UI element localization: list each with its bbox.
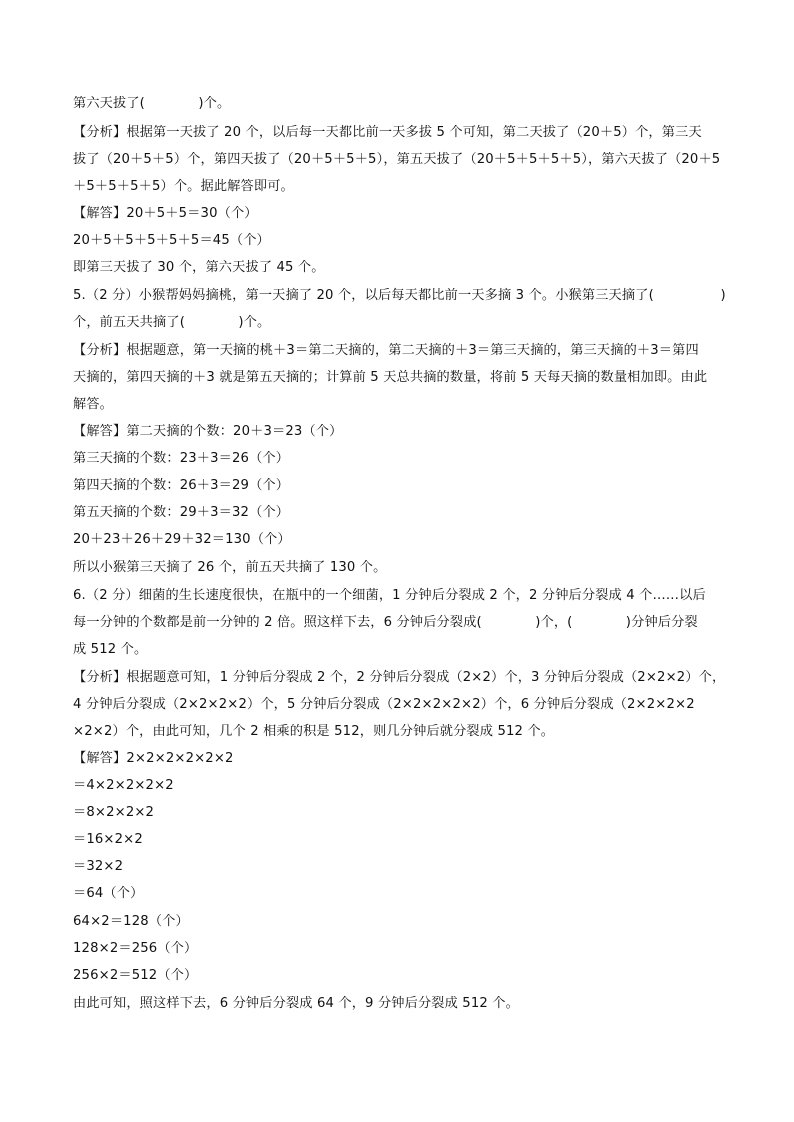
q5-question-line-2: 个，前五天共摘了( )个。 xyxy=(73,315,271,330)
q6-analysis-line-2: 4 分钟后分裂成（2×2×2×2）个，5 分钟后分裂成（2×2×2×2×2）个，6 分钟后分裂成（2×2×2×2 xyxy=(73,697,695,712)
q4-answer-prompt-line: 第六天拔了( )个。 xyxy=(73,96,231,111)
q5-solution-line-3: 第四天摘的个数：26＋3＝29（个） xyxy=(73,478,290,493)
q5-analysis-line-1: 【分析】根据题意，第一天摘的桃＋3＝第二天摘的，第二天摘的＋3＝第三天摘的，第三天摘的＋3＝第四 xyxy=(73,343,699,358)
q6-analysis-line-3: ×2×2）个，由此可知，几个 2 相乘的积是 512，则几分钟后就分裂成 512 个。 xyxy=(73,724,555,739)
q5-question-line-1: 5.（2 分）小猴帮妈妈摘桃，第一天摘了 20 个，以后每天都比前一天多摘 3 个。小猴第三天摘了( ) xyxy=(73,288,726,303)
q5-analysis-line-3: 解答。 xyxy=(73,397,114,412)
q6-solution-line-9: 256×2＝512（个） xyxy=(73,968,198,983)
q6-question-line-1: 6.（2 分）细菌的生长速度很快，在瓶中的一个细菌，1 分钟后分裂成 2 个，2 分钟后分裂成 4 个……以后 xyxy=(73,588,706,603)
q6-solution-line-6: ＝64（个） xyxy=(73,886,144,901)
q5-conclusion: 所以小猴第三天摘了 26 个，前五天共摘了 130 个。 xyxy=(73,560,387,575)
q6-question-line-3: 成 512 个。 xyxy=(73,642,148,657)
q4-analysis-line-1: 【分析】根据第一天拔了 20 个，以后每一天都比前一天多拔 5 个可知，第二天拔了（20＋5）个，第三天 xyxy=(73,125,702,140)
q6-solution-line-3: ＝8×2×2×2 xyxy=(73,805,155,820)
q5-solution-line-1: 【解答】第二天摘的个数：20＋3＝23（个） xyxy=(73,424,343,439)
q6-solution-line-2: ＝4×2×2×2×2 xyxy=(73,778,174,793)
q4-analysis-line-2: 拔了（20＋5＋5）个，第四天拔了（20＋5＋5＋5），第五天拔了（20＋5＋5＋5＋5），第六天拔了（20＋5 xyxy=(73,152,721,167)
q6-conclusion: 由此可知，照这样下去，6 分钟后分裂成 64 个，9 分钟后分裂成 512 个。 xyxy=(73,996,519,1011)
q6-solution-line-1: 【解答】2×2×2×2×2×2 xyxy=(73,751,234,766)
q5-solution-line-2: 第三天摘的个数：23＋3＝26（个） xyxy=(73,451,290,466)
q6-analysis-line-1: 【分析】根据题意可知，1 分钟后分裂成 2 个，2 分钟后分裂成（2×2）个，3 分钟后分裂成（2×2×2）个， xyxy=(73,670,726,685)
q4-analysis-line-3: ＋5＋5＋5＋5）个。据此解答即可。 xyxy=(73,179,294,194)
q6-solution-line-4: ＝16×2×2 xyxy=(73,832,143,847)
q5-solution-line-5: 20＋23＋26＋29＋32＝130（个） xyxy=(73,532,291,547)
q6-question-line-2: 每一分钟的个数都是前一分钟的 2 倍。照这样下去，6 分钟后分裂成( )个，( )分钟后分裂 xyxy=(73,615,698,630)
q6-solution-line-5: ＝32×2 xyxy=(73,859,124,874)
q6-solution-line-7: 64×2＝128（个） xyxy=(73,914,189,929)
q5-analysis-line-2: 天摘的，第四天摘的＋3 就是第五天摘的；计算前 5 天总共摘的数量，将前 5 天每天摘的数量相加即。由此 xyxy=(73,370,708,385)
q5-solution-line-4: 第五天摘的个数：29＋3＝32（个） xyxy=(73,505,290,520)
q4-solution-line-2: 20＋5＋5＋5＋5＋5＝45（个） xyxy=(73,233,270,248)
q4-solution-line-1: 【解答】20＋5＋5＝30（个） xyxy=(73,206,258,221)
q6-solution-line-8: 128×2＝256（个） xyxy=(73,941,198,956)
q4-conclusion: 即第三天拔了 30 个，第六天拔了 45 个。 xyxy=(73,260,325,275)
